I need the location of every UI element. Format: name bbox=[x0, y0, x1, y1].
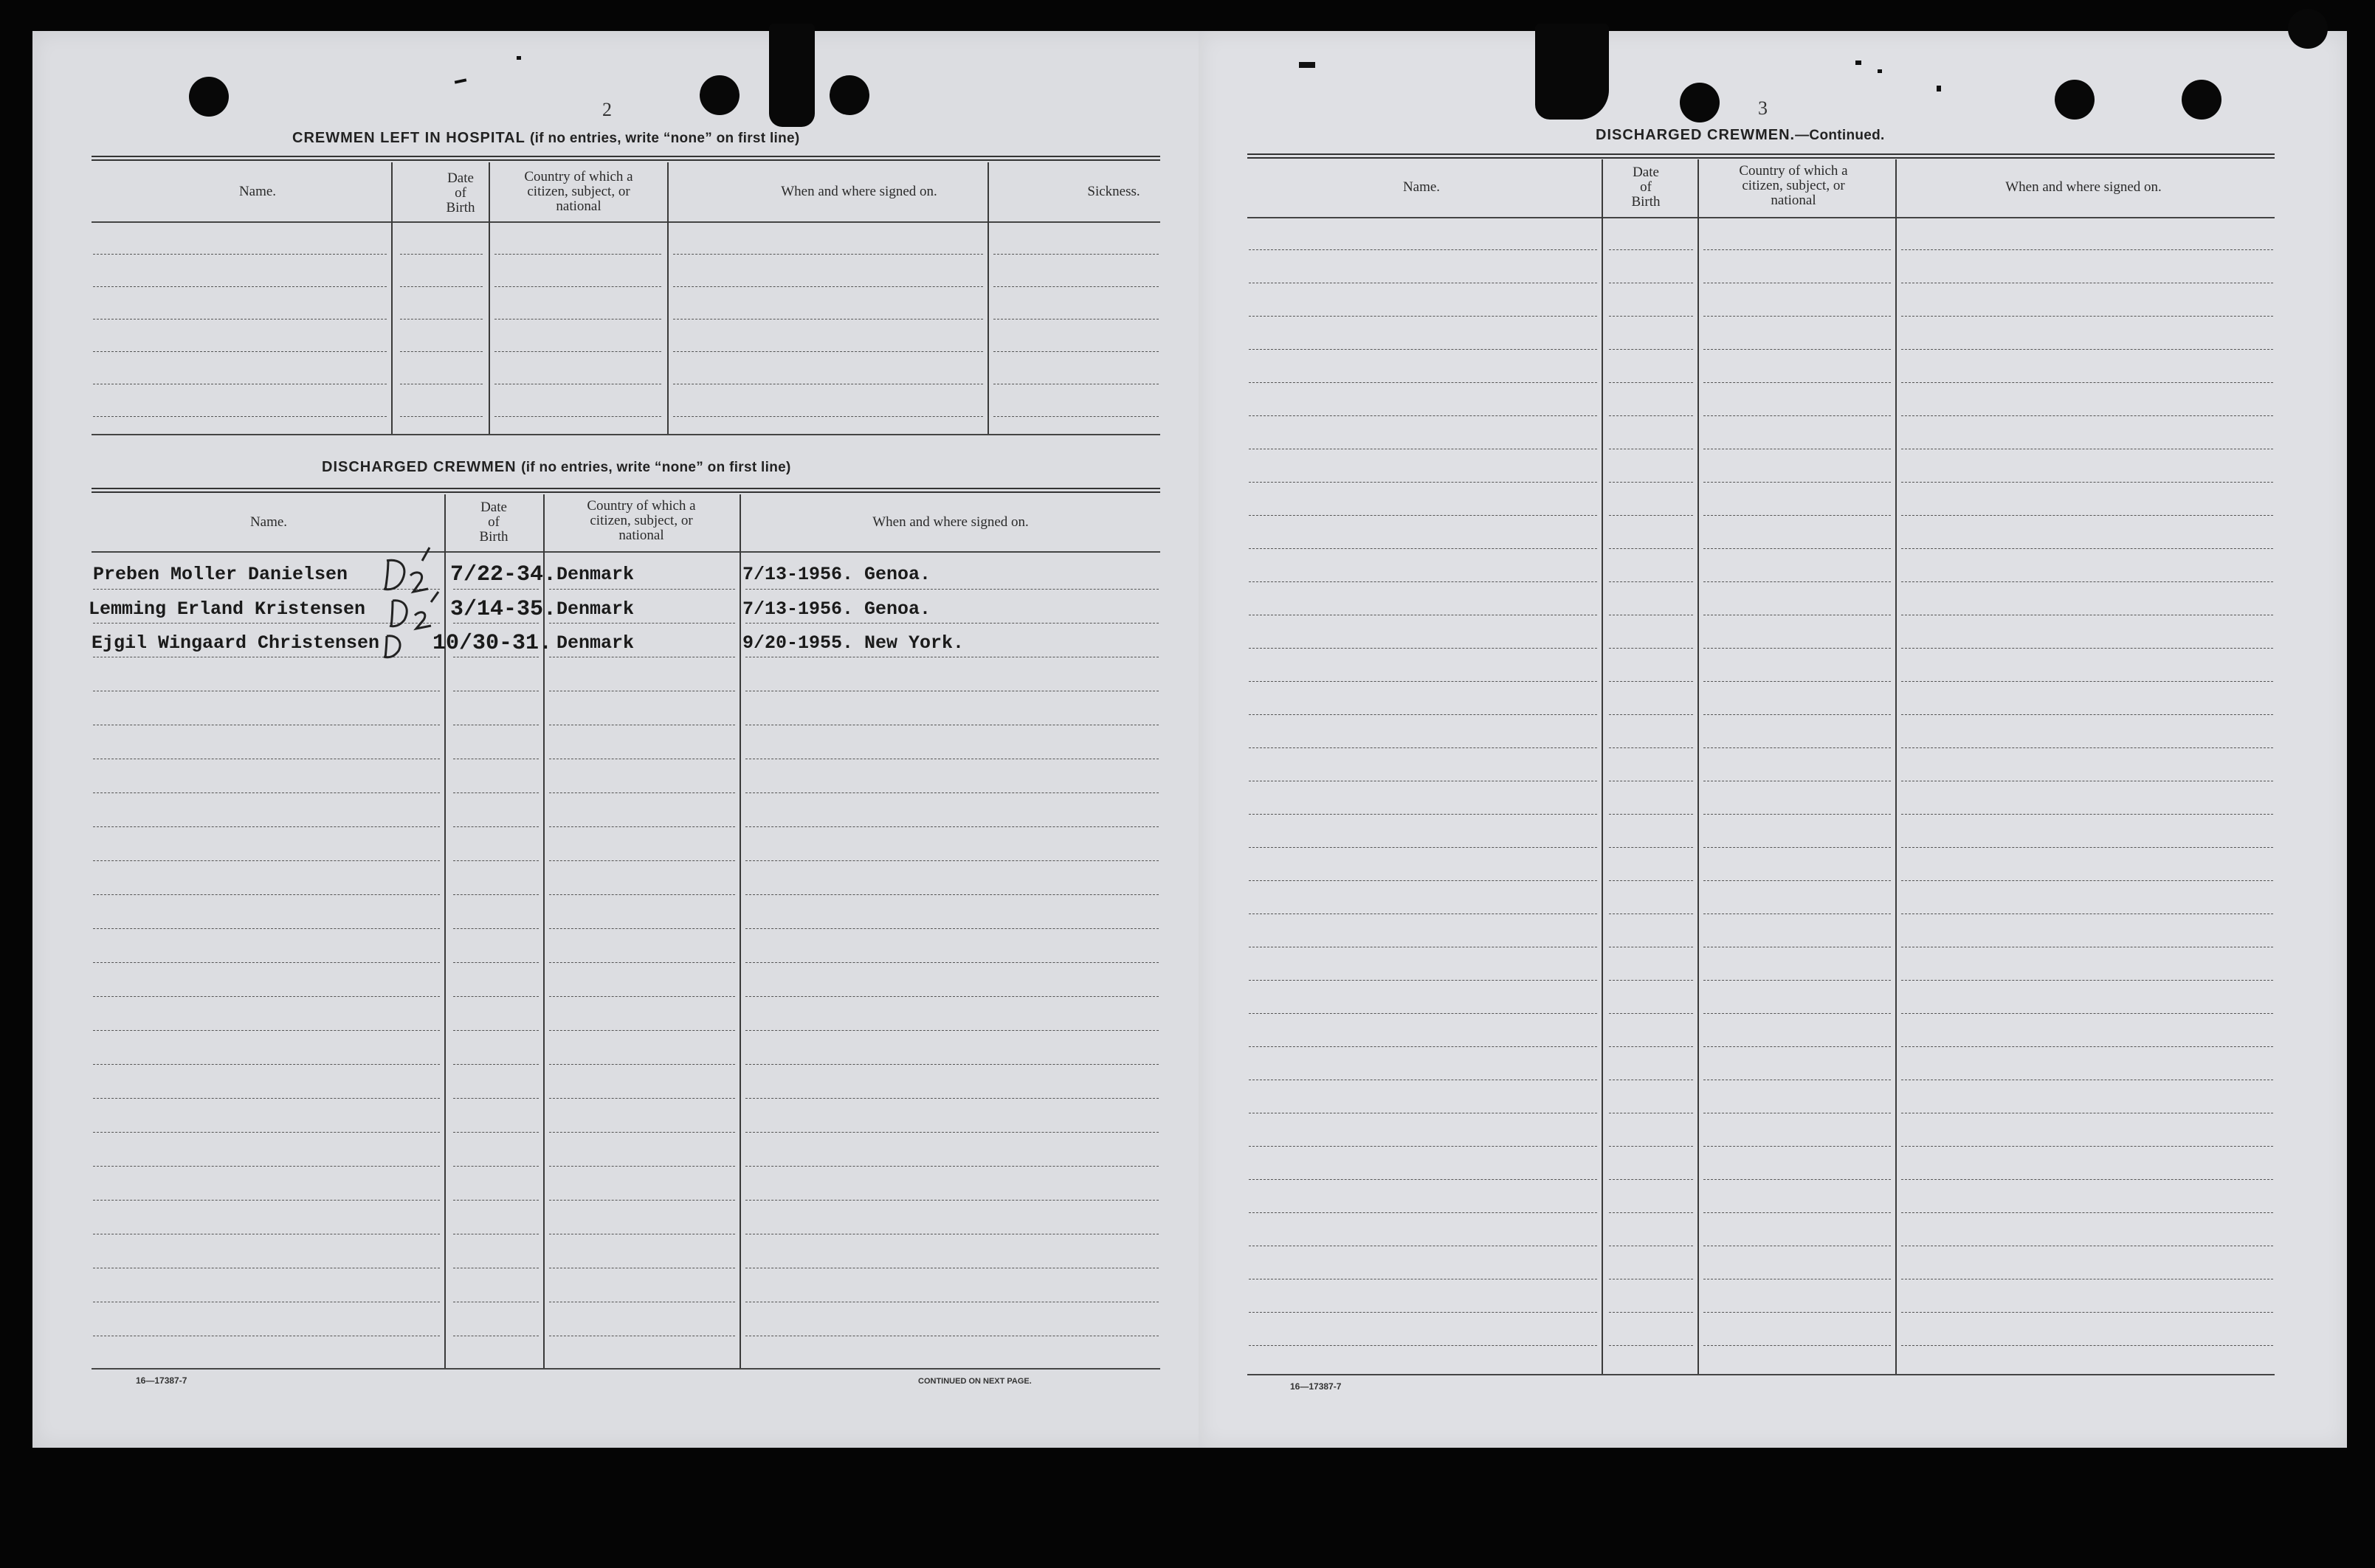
entry-line bbox=[93, 996, 440, 997]
discharged-bottom-rule bbox=[92, 1368, 1160, 1370]
entry-line bbox=[993, 254, 1159, 255]
entry-line bbox=[1609, 382, 1693, 383]
punch-hole bbox=[2055, 80, 2095, 120]
entry-line bbox=[1249, 515, 1597, 516]
column-divider bbox=[987, 162, 989, 434]
discharged-header-rule bbox=[92, 551, 1160, 553]
entry-line bbox=[1609, 581, 1693, 582]
entry-line bbox=[494, 286, 661, 287]
crew-name: Preben Moller Danielsen bbox=[93, 564, 348, 585]
hospital-col-dob: Date of Birth bbox=[446, 170, 475, 215]
entry-line bbox=[745, 589, 1159, 590]
ink-speck bbox=[1855, 61, 1861, 65]
entry-line bbox=[93, 319, 387, 320]
entry-line bbox=[453, 792, 539, 793]
page-number: 3 bbox=[1758, 97, 1768, 119]
entry-line bbox=[1901, 1013, 2273, 1014]
entry-line bbox=[549, 589, 735, 590]
entry-line bbox=[1249, 913, 1597, 914]
entry-line bbox=[1703, 1179, 1891, 1180]
entry-line bbox=[93, 1098, 440, 1099]
entry-line bbox=[745, 1030, 1159, 1031]
entry-line bbox=[93, 792, 440, 793]
entry-line bbox=[993, 416, 1159, 417]
entry-line bbox=[1609, 1146, 1693, 1147]
entry-line bbox=[1249, 482, 1597, 483]
hospital-title: CREWMEN LEFT IN HOSPITAL bbox=[292, 130, 525, 146]
punch-hole bbox=[2182, 80, 2221, 120]
entry-line bbox=[1609, 482, 1693, 483]
entry-line bbox=[549, 1098, 735, 1099]
entry-line bbox=[453, 1030, 539, 1031]
entry-line bbox=[1249, 747, 1597, 748]
ink-speck bbox=[517, 56, 521, 60]
entry-line bbox=[1249, 316, 1597, 317]
entry-line bbox=[1901, 913, 2273, 914]
right-top-rule bbox=[1247, 153, 2275, 159]
entry-line bbox=[745, 894, 1159, 895]
entry-line bbox=[993, 286, 1159, 287]
entry-line bbox=[1703, 548, 1891, 549]
entry-line bbox=[1249, 1046, 1597, 1047]
ink-speck bbox=[1937, 86, 1941, 91]
entry-line bbox=[1609, 1179, 1693, 1180]
entry-line bbox=[1249, 249, 1597, 250]
entry-line bbox=[993, 319, 1159, 320]
column-divider bbox=[543, 494, 545, 1368]
entry-line bbox=[549, 1200, 735, 1201]
right-col-name: Name. bbox=[1402, 179, 1441, 195]
entry-line bbox=[549, 894, 735, 895]
entry-line bbox=[1609, 415, 1693, 416]
entry-line bbox=[1703, 1212, 1891, 1213]
entry-line bbox=[1249, 1146, 1597, 1147]
entry-line bbox=[1609, 814, 1693, 815]
punch-hole bbox=[700, 75, 740, 115]
entry-line bbox=[400, 286, 483, 287]
entry-line bbox=[1249, 714, 1597, 715]
entry-line bbox=[1703, 681, 1891, 682]
page-number: 2 bbox=[602, 99, 612, 120]
entry-line bbox=[1249, 1212, 1597, 1213]
column-divider bbox=[1697, 159, 1699, 1374]
discharged-top-rule bbox=[92, 488, 1160, 493]
entry-line bbox=[453, 860, 539, 861]
entry-line bbox=[1901, 548, 2273, 549]
hospital-col-sickness: Sickness. bbox=[1087, 184, 1140, 199]
entry-line bbox=[745, 623, 1159, 624]
entry-line bbox=[1609, 1345, 1693, 1346]
hospital-col-country: Country of which a citizen, subject, or national bbox=[524, 169, 633, 214]
discharged-section-title bbox=[322, 459, 791, 476]
entry-line bbox=[1901, 847, 2273, 848]
entry-line bbox=[93, 416, 387, 417]
right-page bbox=[1199, 31, 2347, 1448]
entry-line bbox=[453, 826, 539, 827]
entry-line bbox=[1609, 349, 1693, 350]
entry-line bbox=[1249, 648, 1597, 649]
entry-line bbox=[1609, 1013, 1693, 1014]
entry-line bbox=[1901, 1179, 2273, 1180]
entry-line bbox=[1609, 316, 1693, 317]
entry-line bbox=[93, 962, 440, 963]
entry-line bbox=[93, 860, 440, 861]
entry-line bbox=[1901, 980, 2273, 981]
entry-line bbox=[549, 1132, 735, 1133]
entry-line bbox=[93, 1166, 440, 1167]
column-divider bbox=[667, 162, 669, 434]
crew-country: Denmark bbox=[556, 632, 635, 654]
entry-line bbox=[494, 416, 661, 417]
entry-line bbox=[1249, 814, 1597, 815]
entry-line bbox=[1609, 681, 1693, 682]
entry-line bbox=[1609, 747, 1693, 748]
crew-signed-on: 7/13-1956. Genoa. bbox=[742, 598, 931, 620]
entry-line bbox=[1901, 681, 2273, 682]
entry-line bbox=[1249, 1312, 1597, 1313]
entry-line bbox=[1901, 482, 2273, 483]
entry-line bbox=[453, 1064, 539, 1065]
discharged-title: DISCHARGED CREWMEN bbox=[322, 459, 517, 475]
entry-line bbox=[494, 319, 661, 320]
entry-line bbox=[1249, 349, 1597, 350]
punch-hole bbox=[2288, 9, 2328, 49]
handwritten-mark bbox=[372, 543, 453, 669]
entry-line bbox=[93, 254, 387, 255]
entry-line bbox=[453, 623, 539, 624]
entry-line bbox=[93, 894, 440, 895]
discharged-col-signed-on: When and where signed on. bbox=[872, 514, 1029, 530]
entry-line bbox=[1609, 515, 1693, 516]
discharged-continued-title bbox=[1596, 127, 1885, 144]
entry-line bbox=[1703, 515, 1891, 516]
punch-hole bbox=[189, 77, 229, 117]
entry-line bbox=[453, 1166, 539, 1167]
column-divider bbox=[489, 162, 490, 434]
entry-line bbox=[494, 351, 661, 352]
entry-line bbox=[1901, 316, 2273, 317]
entry-line bbox=[1901, 349, 2273, 350]
entry-line bbox=[1609, 913, 1693, 914]
entry-line bbox=[549, 860, 735, 861]
entry-line bbox=[1609, 714, 1693, 715]
entry-line bbox=[1249, 1345, 1597, 1346]
hospital-section-title bbox=[292, 130, 800, 147]
entry-line bbox=[1901, 382, 2273, 383]
entry-line bbox=[1703, 1312, 1891, 1313]
entry-line bbox=[1609, 249, 1693, 250]
entry-line bbox=[1703, 581, 1891, 582]
hospital-bottom-rule bbox=[92, 434, 1160, 435]
entry-line bbox=[93, 1064, 440, 1065]
entry-line bbox=[1609, 1312, 1693, 1313]
right-col-signed-on: When and where signed on. bbox=[2005, 179, 2162, 195]
discharged-continued-label: DISCHARGED CREWMEN. bbox=[1596, 127, 1796, 143]
column-divider bbox=[1602, 159, 1603, 1374]
entry-line bbox=[993, 351, 1159, 352]
entry-line bbox=[1901, 1146, 2273, 1147]
entry-line bbox=[453, 962, 539, 963]
entry-line bbox=[1703, 980, 1891, 981]
entry-line bbox=[745, 860, 1159, 861]
column-divider bbox=[391, 162, 393, 434]
crew-name: Ejgil Wingaard Christensen bbox=[92, 632, 380, 654]
entry-line bbox=[453, 928, 539, 929]
continued-suffix: —Continued. bbox=[1795, 128, 1885, 143]
entry-line bbox=[1249, 581, 1597, 582]
entry-line bbox=[745, 996, 1159, 997]
entry-line bbox=[1249, 1179, 1597, 1180]
entry-line bbox=[1901, 249, 2273, 250]
column-divider bbox=[740, 494, 741, 1368]
crew-country: Denmark bbox=[556, 564, 635, 585]
crew-signed-on: 9/20-1955. New York. bbox=[742, 632, 965, 654]
hospital-header-rule bbox=[92, 221, 1160, 223]
entry-line bbox=[1249, 681, 1597, 682]
entry-line bbox=[1609, 648, 1693, 649]
entry-line bbox=[1901, 648, 2273, 649]
binding-clip bbox=[1535, 24, 1609, 120]
entry-line bbox=[453, 589, 539, 590]
entry-line bbox=[549, 1166, 735, 1167]
entry-line bbox=[1901, 814, 2273, 815]
entry-line bbox=[453, 1200, 539, 1201]
continued-note: CONTINUED ON NEXT PAGE. bbox=[918, 1377, 1032, 1386]
entry-line bbox=[745, 1200, 1159, 1201]
entry-line bbox=[400, 254, 483, 255]
entry-line bbox=[549, 996, 735, 997]
entry-line bbox=[1703, 747, 1891, 748]
entry-line bbox=[1609, 1212, 1693, 1213]
entry-line bbox=[1609, 548, 1693, 549]
entry-line bbox=[1703, 1345, 1891, 1346]
ink-speck bbox=[1878, 69, 1882, 73]
entry-line bbox=[93, 1200, 440, 1201]
entry-line bbox=[549, 792, 735, 793]
entry-line bbox=[745, 1132, 1159, 1133]
entry-line bbox=[1703, 1013, 1891, 1014]
entry-line bbox=[1703, 482, 1891, 483]
entry-line bbox=[1901, 1345, 2273, 1346]
entry-line bbox=[400, 351, 483, 352]
entry-line bbox=[93, 286, 387, 287]
form-number: 16—17387-7 bbox=[1290, 1381, 1342, 1392]
crew-name: Lemming Erland Kristensen bbox=[89, 598, 366, 620]
entry-line bbox=[1901, 1046, 2273, 1047]
entry-line bbox=[1703, 316, 1891, 317]
hospital-top-rule bbox=[92, 156, 1160, 161]
entry-line bbox=[400, 319, 483, 320]
entry-line bbox=[93, 928, 440, 929]
entry-line bbox=[673, 286, 983, 287]
entry-line bbox=[93, 351, 387, 352]
entry-line bbox=[1703, 913, 1891, 914]
crew-dob: 3/14-35. bbox=[450, 597, 557, 622]
entry-line bbox=[1703, 880, 1891, 881]
hospital-title-note: (if no entries, write “none” on first line) bbox=[530, 131, 800, 146]
punch-hole bbox=[1680, 83, 1720, 122]
entry-line bbox=[745, 928, 1159, 929]
entry-line bbox=[93, 1030, 440, 1031]
entry-line bbox=[745, 1064, 1159, 1065]
entry-line bbox=[1703, 382, 1891, 383]
ink-speck bbox=[1299, 62, 1315, 68]
entry-line bbox=[549, 1064, 735, 1065]
entry-line bbox=[93, 1132, 440, 1133]
ink-speck bbox=[455, 78, 466, 83]
entry-line bbox=[93, 826, 440, 827]
entry-line bbox=[673, 416, 983, 417]
entry-line bbox=[1703, 249, 1891, 250]
entry-line bbox=[1249, 880, 1597, 881]
column-divider bbox=[1895, 159, 1897, 1374]
entry-line bbox=[549, 962, 735, 963]
entry-line bbox=[1609, 1046, 1693, 1047]
entry-line bbox=[1609, 880, 1693, 881]
left-page bbox=[32, 31, 1224, 1448]
entry-line bbox=[1609, 980, 1693, 981]
right-header-rule bbox=[1247, 217, 2275, 218]
entry-line bbox=[453, 894, 539, 895]
entry-line bbox=[745, 826, 1159, 827]
entry-line bbox=[1249, 980, 1597, 981]
discharged-title-note: (if no entries, write “none” on first line) bbox=[521, 460, 791, 475]
entry-line bbox=[673, 351, 983, 352]
entry-line bbox=[1249, 415, 1597, 416]
entry-line bbox=[673, 319, 983, 320]
entry-line bbox=[1703, 814, 1891, 815]
entry-line bbox=[1901, 581, 2273, 582]
entry-line bbox=[745, 1166, 1159, 1167]
entry-line bbox=[1703, 1046, 1891, 1047]
entry-line bbox=[1901, 1312, 2273, 1313]
entry-line bbox=[1249, 382, 1597, 383]
entry-line bbox=[1901, 515, 2273, 516]
discharged-col-country: Country of which a citizen, subject, or national bbox=[587, 498, 696, 543]
punch-hole bbox=[830, 75, 869, 115]
entry-line bbox=[1703, 415, 1891, 416]
entry-line bbox=[1703, 349, 1891, 350]
entry-line bbox=[745, 792, 1159, 793]
discharged-col-name: Name. bbox=[249, 514, 288, 530]
entry-line bbox=[673, 254, 983, 255]
crew-dob: 7/22-34. bbox=[450, 562, 557, 587]
entry-line bbox=[1249, 548, 1597, 549]
discharged-col-dob: Date of Birth bbox=[479, 500, 509, 545]
entry-line bbox=[453, 996, 539, 997]
entry-line bbox=[1703, 847, 1891, 848]
hospital-col-signed-on: When and where signed on. bbox=[781, 184, 937, 199]
entry-line bbox=[549, 826, 735, 827]
entry-line bbox=[1901, 415, 2273, 416]
hospital-col-name: Name. bbox=[238, 184, 277, 199]
entry-line bbox=[1703, 714, 1891, 715]
form-number: 16—17387-7 bbox=[136, 1375, 187, 1386]
entry-line bbox=[1901, 714, 2273, 715]
right-bottom-rule bbox=[1247, 1374, 2275, 1375]
entry-line bbox=[494, 254, 661, 255]
entry-line bbox=[1901, 880, 2273, 881]
entry-line bbox=[1901, 747, 2273, 748]
right-col-country: Country of which a citizen, subject, or national bbox=[1739, 163, 1848, 208]
binding-clip bbox=[769, 24, 815, 127]
entry-line bbox=[1609, 847, 1693, 848]
crew-dob: 10/30-31. bbox=[432, 631, 553, 656]
entry-line bbox=[549, 928, 735, 929]
entry-line bbox=[453, 1132, 539, 1133]
entry-line bbox=[1703, 648, 1891, 649]
crew-country: Denmark bbox=[556, 598, 635, 620]
entry-line bbox=[453, 1098, 539, 1099]
right-col-dob: Date of Birth bbox=[1631, 165, 1661, 210]
entry-line bbox=[745, 1098, 1159, 1099]
entry-line bbox=[1703, 1146, 1891, 1147]
entry-line bbox=[1249, 1013, 1597, 1014]
entry-line bbox=[1249, 847, 1597, 848]
entry-line bbox=[549, 1030, 735, 1031]
crew-signed-on: 7/13-1956. Genoa. bbox=[742, 564, 931, 585]
entry-line bbox=[1901, 1212, 2273, 1213]
entry-line bbox=[400, 416, 483, 417]
entry-line bbox=[745, 962, 1159, 963]
entry-line bbox=[549, 623, 735, 624]
